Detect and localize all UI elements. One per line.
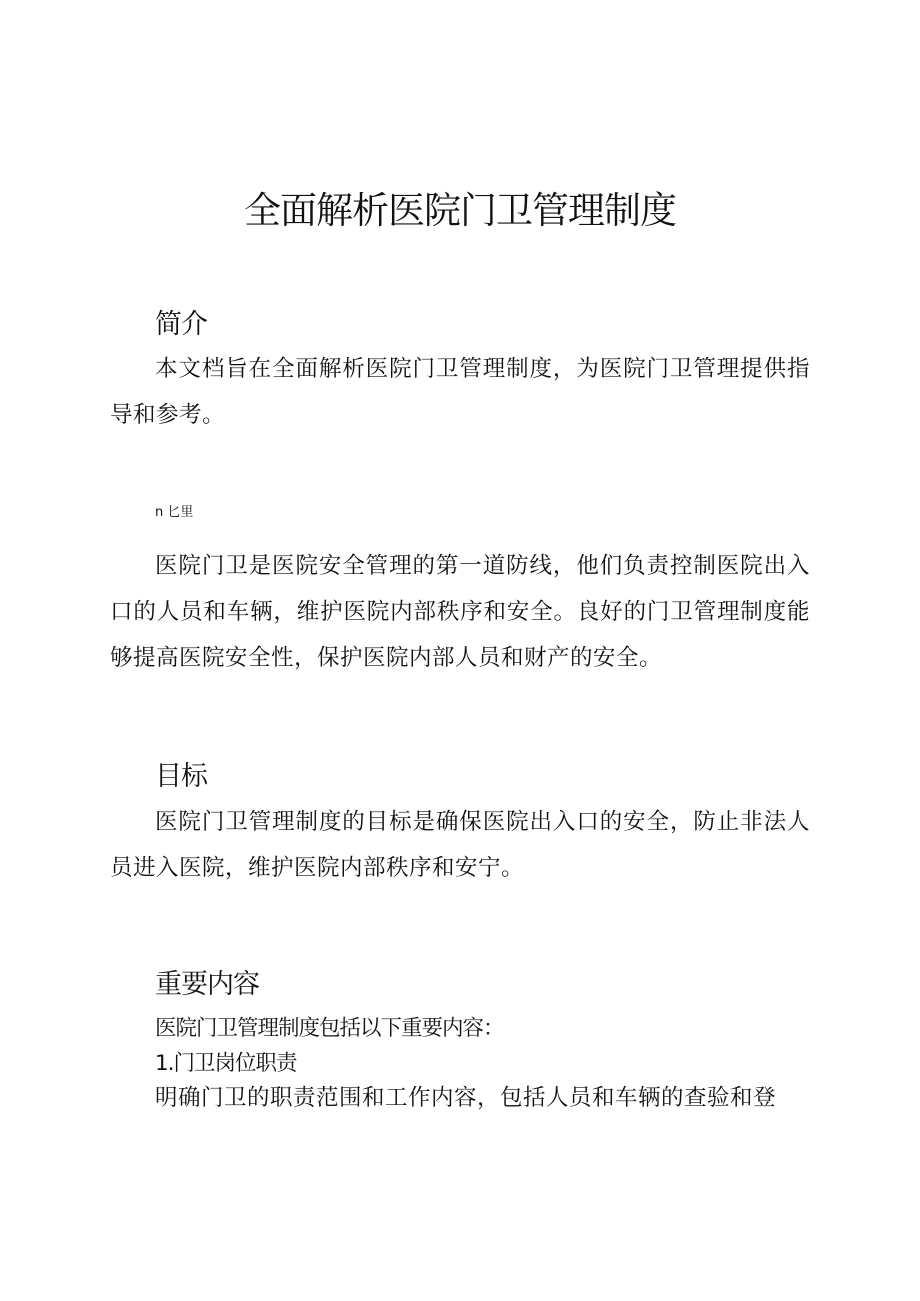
section-heading-goal: 目标	[155, 761, 207, 792]
content-lead: 医院门卫管理制度包括以下重要内容：	[155, 1016, 504, 1041]
section-heading-content: 重要内容	[155, 969, 259, 1000]
content-item-1-text: 明确门卫的职责范围和工作内容，包括人员和车辆的查验和登	[155, 1085, 777, 1111]
goal-paragraph: 医院门卫管理制度的目标是确保医院出入口的安全，防止非法人员进入医院，维护医院内部秩序和安宁。	[110, 809, 810, 881]
section-heading-intro: 简介	[155, 309, 207, 340]
content-item-1-title: 1.门卫岗位职责	[155, 1051, 297, 1076]
background-paragraph: 医院门卫是医院安全管理的第一道防线，他们负责控制医院出入口的人员和车辆，维护医院内部秩序和安全。良好的门卫管理制度能够提高医院安全性，保护医院内部人员和财产的安全。	[110, 553, 810, 671]
small-note-text: n 匕里	[155, 505, 194, 520]
document-title: 全面解析医院门卫管理制度	[244, 189, 676, 232]
intro-paragraph: 本文档旨在全面解析医院门卫管理制度，为医院门卫管理提供指导和参考。	[110, 356, 810, 428]
